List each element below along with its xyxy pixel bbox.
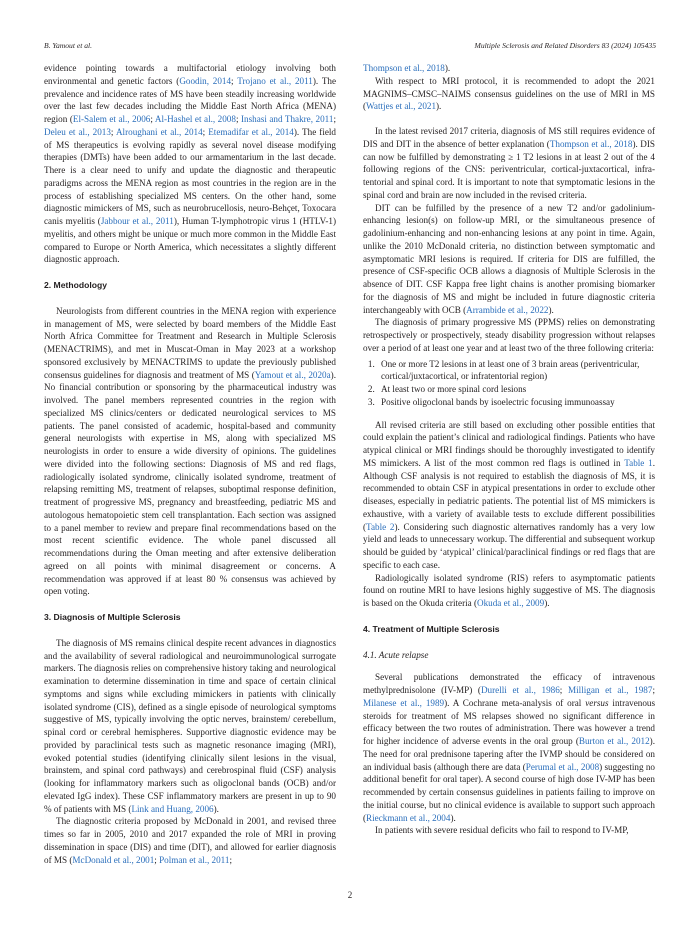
citation-link[interactable]: Table 2 <box>366 521 395 532</box>
citation-link[interactable]: Thompson et al., 2018 <box>363 63 445 73</box>
paragraph <box>44 637 336 816</box>
list-item: 1. One or more T2 lesions in at least one of 3 brain areas (periventricular, cortical/juxtacortical, or infratentorial region) <box>377 358 655 384</box>
citation-link[interactable]: Rieckmann et al., 2004 <box>366 812 451 823</box>
text-run: . Although CSF analysis is not required to establish the diagnosis of MS, it is recommended to obtain CSF in atypical presentations in order to exclude other diseases, especially in pediatric patients. The potential list of MS mimickers is exhaustive, with a variety of available tests to exclude different possibilities ( <box>363 457 656 532</box>
citation-link[interactable]: Al-Hashel et al., 2008 <box>154 114 236 124</box>
citation-link[interactable]: Link and Huang, 2006 <box>131 803 214 814</box>
text-run: ). <box>544 598 550 608</box>
criteria-list <box>363 358 655 409</box>
citation-link[interactable]: Arrambide et al., 2022 <box>466 304 549 315</box>
page-number: 2 <box>347 890 353 900</box>
text-run: ). The prevalence and incidence rates of MS have been steadily increasing worldwide over the last few decades including the Middle East North Africa (MENA) region ( <box>44 75 337 124</box>
text-run: ; <box>231 75 238 86</box>
text-run: DIT can be fulfilled by the presence of a new T2 and/or gadolinium-enhancing lesion(s) on follow-up MRI, or the simultaneous presence of gadolinium-enhancing and non-enhancing lesions at any point in time. Again, unlike the 2010 McDonald criteria, no distinction between symptomatic and asymptomatic MRI lesions is required. If criteria for DIS are fulfilled, the presence of CSF-specific OCB allows a diagnosis of Multiple Sclerosis in the absence of DIT. CSF Kappa free light chains is another promising biomarker for the diagnosis of MS and might be included in future diagnostic criteria interchangeably with OCB ( <box>363 202 655 315</box>
text-run: ). <box>548 304 554 315</box>
citation-link[interactable]: Table 1 <box>624 457 653 468</box>
paragraph <box>363 572 655 610</box>
text-run: ; <box>559 685 569 695</box>
text-run: The diagnosis of MS remains clinical despite recent advances in diagnostics and the availability of several radiological and neuroimmunological surrogate markers. The diagnosis relies on comprehensive history taking and neurological examination to determine dissemination in time and space of certain clinical symptoms and signs while excluding mimickers in patients with clinically isolated syndrome (CIS), defined as a single episode of neurological symptoms suggestive of MS, typically involving the optic nerves, brainstem/ cerebellum, spinal cord or cerebral hemispheres. Supportive diagnostic evidence may be provided by paraclinical tests such as magnetic resonance imaging (MRI), evoked potential studies (identifying clinically silent lesions in the visual, brainstem, and spinal cord pathways) and cerebrospinal fluid (CSF) analysis (looking for inflammatory markers such as oligoclonal bands (OCB) and/or elevated IgG index). These CSF inflammatory markers are present in up to 90 % of patients with MS ( <box>44 637 336 814</box>
paragraph <box>363 671 655 824</box>
section-heading-treatment: 4. Treatment of Multiple Sclerosis <box>363 623 500 634</box>
citation-link[interactable]: Polman et al., 2011 <box>159 854 230 865</box>
citation-link[interactable]: McDonald et al., 2001 <box>72 854 155 865</box>
text-run: ). The need for oral prednisone tapering after the IVMP should be considered on an individual basis (although there are data ( <box>363 736 655 772</box>
italic-text: versus <box>585 697 609 708</box>
paragraph <box>363 316 655 354</box>
citation-link[interactable]: Okuda et al., 2009 <box>477 598 545 608</box>
header-journal: Multiple Sclerosis and Related Disorders 83 (2024) 105435 <box>474 41 656 50</box>
citation-link[interactable]: Jabbour et al., 2011 <box>100 216 174 226</box>
text-run: ). DIS can now be fulfilled by demonstrating ≥ 1 T2 lesions in at least 2 out of the 4 following regions of the CNS: periventricular, cortical-juxtacortical, infra-tentorial and spinal cord. It is important to note that symptomatic lesions in the spinal cord and brain are now included in the revised criteria. <box>363 138 655 200</box>
text-run: ). Considering such diagnostic alternatives randomly has a very low yield and leads to unnecessary workup. The differential and subsequent workup should be guided by ‘atypical’ clinical/paraclinical findings or red flags that are specific to each case. <box>363 521 655 570</box>
text-run: In patients with severe residual deficits who fail to respond to IV-MP, <box>375 825 629 836</box>
list-item: 3. Positive oligoclonal bands by isoelectric focusing immunoassay <box>377 396 655 409</box>
citation-link[interactable]: Durelli et al., 1986 <box>480 685 560 695</box>
text-run: ). <box>436 101 442 112</box>
text-run: Neurologists from different countries in the MENA region with experience in management of MS, were selected by board members of the Middle East North Africa Committee for Treatment and Research in Multiple Sclerosis (MENACTRIMS), and met in Muscat-Oman in May 2023 at a workshop sponsored exclusively by MENACTRIMS to update the previously published consensus guidelines for diagnosis and treatment of MS ( <box>44 305 336 380</box>
paragraph <box>363 75 655 113</box>
left-column <box>44 62 336 866</box>
paragraph <box>44 62 336 266</box>
right-column <box>363 62 655 837</box>
citation-link[interactable]: Perumal et al., 2008 <box>525 761 600 772</box>
paragraph <box>44 305 336 598</box>
section-heading-methodology: 2. Methodology <box>44 280 108 290</box>
paragraph <box>363 202 655 317</box>
text-run: The diagnostic criteria proposed by McDonald in 2001, and revised three times so far in 2005, 2010 and 2017 expanded the role of MRI in proving dissemination in space (DIS) and time (DIT), and allowed for earlier diagnosis of MS ( <box>44 816 336 865</box>
paragraph <box>44 815 336 866</box>
citation-link[interactable]: Yamout et al., 2020a <box>254 369 331 380</box>
text-run: ; <box>333 114 336 124</box>
citation-link[interactable]: Inshasi and Thakre, 2011 <box>241 114 334 124</box>
text-run: ; <box>229 854 233 865</box>
text-run: intravenous steroids for treatment of MS relapses showed no significant difference in efficacy between the two routes of administration. There was however a trend for higher incidence of adverse events in the oral group ( <box>363 697 656 746</box>
text-run: ; <box>110 126 116 137</box>
citation-link[interactable]: Thompson et al., 2018 <box>549 138 633 149</box>
text-run: ). <box>450 812 456 823</box>
paragraph <box>363 824 655 837</box>
text-run: ). No financial contribution or sponsoring by the pharmaceutical industry was involved. The panel members represented countries in the region with specialized MS clinics/centers or dedicated neurological services to MS patients. The panel consisted of academic, hospital-based and community general neurologists with expertise in MS, along with specialized MS neurologists in order to ensure a wide diversity of opinions. The guidelines were divided into the following sections: Diagnosis of MS and red flags, radiologically isolated syndrome, clinically isolated syndrome, treatment of relapsing remitting MS, treatment of relapses, suboptimal response definition, treatment of progressive MS, pregnancy and breastfeeding, pediatric MS and autologous hematopoietic stem cell transplantation. Each section was assigned to a panel member to review and prepare final recommendations based on the most recent scientific evidence. The whole panel discussed all recommendations during the Oman meeting and after extensive deliberation agreed on all points with minimal disagreement or concerns. A recommendation was approved if at least 80 % consensus was achieved by open voting. <box>44 369 336 597</box>
text-run: ; <box>154 854 160 865</box>
header-authors: B. Yamout et al. <box>44 41 93 50</box>
paragraph <box>363 62 655 75</box>
text-run: ). <box>213 803 219 814</box>
section-heading-diagnosis: 3. Diagnosis of Multiple Sclerosis <box>44 612 181 622</box>
citation-link[interactable]: Deleu et al., 2013 <box>44 126 111 137</box>
citation-link[interactable]: Milanese et al., 1989 <box>363 697 445 708</box>
text-run: ). <box>444 63 451 73</box>
text-run: All revised criteria are still based on excluding other possible entities that could explain the patient’s clinical and radiological findings. Patients who have atypical clinical or MRI findings should be thoroughly investigated to identify MS mimickers. A list of the most common red flags is outlined in <box>363 419 655 468</box>
citation-link[interactable]: El-Salem et al., 2006 <box>72 114 151 124</box>
citation-link[interactable]: Trojano et al., 2011 <box>237 75 313 86</box>
text-run: With respect to MRI protocol, it is recommended to adopt the 2021 MAGNIMS–CMSC–NAIMS consensus guidelines on the use of MRI in MS ( <box>363 75 655 112</box>
text-run: ; <box>235 114 241 124</box>
citation-link[interactable]: Alroughani et al., 2014 <box>115 126 203 137</box>
list-item: 2. At least two or more spinal cord lesions <box>377 383 655 396</box>
subsection-heading-acute-relapse: 4.1. Acute relapse <box>363 649 429 660</box>
text-run: ). A Cochrane meta-analysis of oral <box>444 697 586 708</box>
text-run: ) suggesting no additional benefit for oral taper). A second course of high dose IV-MP has been recommended by certain consensus guidelines in patients failing to improve on the initial course, but no clinical evidence is available to support such approach ( <box>363 761 655 823</box>
text-run: ; <box>652 685 655 695</box>
paragraph <box>363 419 655 572</box>
citation-link[interactable]: Milligan et al., 1987 <box>568 685 653 695</box>
citation-link[interactable]: Goodin, 2014 <box>179 75 232 86</box>
paragraph <box>363 125 655 202</box>
text-run: ), Human T-lymphotropic virus 1 (HTLV-1) myelitis, and others might be unique or much more common in the Middle East compared to Europe or North America, which necessitates a slightly different diagnostic approach. <box>44 216 336 265</box>
citation-link[interactable]: Wattjes et al., 2021 <box>366 101 437 112</box>
citation-link[interactable]: Burton et al., 2012 <box>578 736 650 746</box>
text-run: In the latest revised 2017 criteria, diagnosis of MS still requires evidence of DIS and DIT in the absence of better explanation ( <box>363 126 655 149</box>
text-run: The diagnosis of primary progressive MS (PPMS) relies on demonstrating retrospectively or prospectively, steady disability progression without relapses over a period of at least one year and at least two of the three following criteria: <box>363 317 655 353</box>
text-run: ; <box>202 126 209 137</box>
text-run: ). The field of MS therapeutics is evolving rapidly as several novel disease modifying therapies (DMTs) have been added to our armamentarium in the last decade. There is a clear need to unify and update the diagnostic and therapeutic paradigms across the MENA region as most countries in the region are in the process of establishing specialized MS centers. On the other hand, some diagnostic mimickers of MS, such as neurobrucellosis, neuro-Behçet, Toxocara canis myelitis ( <box>44 126 336 226</box>
running-header <box>44 41 656 55</box>
text-run: ; <box>150 114 155 124</box>
citation-link[interactable]: Etemadifar et al., 2014 <box>208 126 294 137</box>
text-run: Radiologically isolated syndrome (RIS) refers to asymptomatic patients found on routine MRI to have lesions highly suggestive of MS. The diagnosis is based on the Okuda criteria ( <box>363 572 655 608</box>
text-run: Several publications demonstrated the efficacy of intravenous methylprednisolone (IV-MP) ( <box>363 672 655 695</box>
text-run: evidence pointing towards a multifactorial etiology involving both environmental and genetic factors ( <box>44 63 336 86</box>
